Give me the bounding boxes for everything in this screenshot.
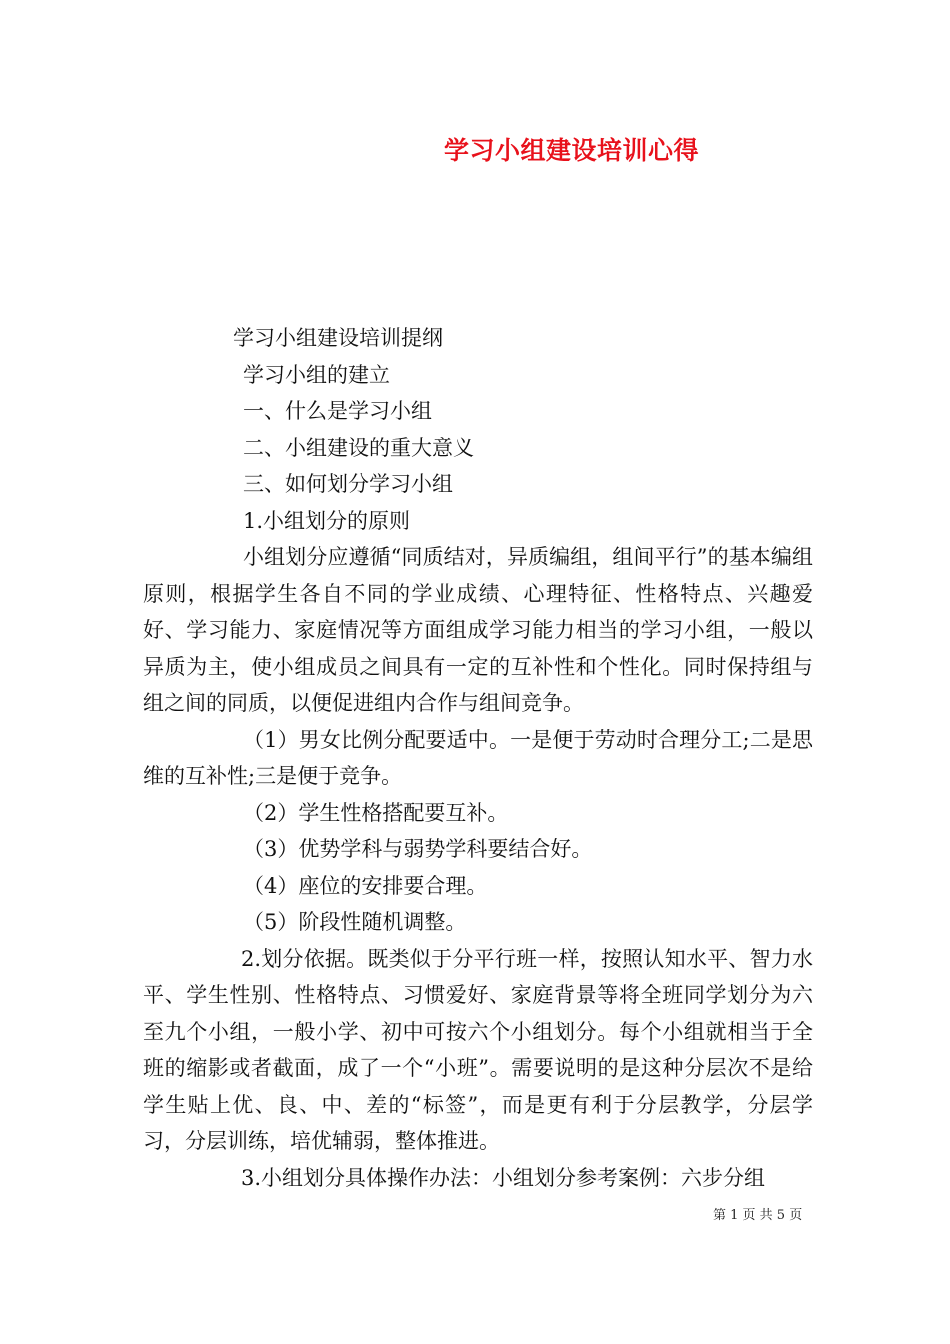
principle-item: （1）男女比例分配要适中。一是便于劳动时合理分工;二是思维的互补性;三是便于竞争。	[143, 727, 813, 788]
principle-item: （4）座位的安排要合理。	[243, 873, 488, 898]
list-item: 二、小组建设的重大意义	[243, 435, 474, 460]
document-body	[143, 320, 813, 1196]
paragraph: 3.小组划分具体操作办法：小组划分参考案例：六步分组	[241, 1165, 766, 1190]
principle-item: （2）学生性格搭配要互补。	[243, 800, 509, 825]
document-title: 学习小组建设培训心得	[444, 136, 700, 165]
principle-item: （5）阶段性随机调整。	[243, 910, 467, 934]
outline-heading: 学习小组建设培训提纲	[233, 326, 443, 350]
principle-item: （3）优势学科与弱势学科要结合好。	[243, 837, 593, 861]
page-footer: 第 1 页 共 5 页	[713, 1208, 803, 1223]
list-item: 一、什么是学习小组	[243, 399, 432, 423]
section-heading: 学习小组的建立	[243, 362, 390, 387]
sub-heading: 1.小组划分的原则	[243, 508, 411, 533]
paragraph: 2.划分依据。既类似于分平行班一样，按照认知水平、智力水平、学生性别、性格特点、习惯爱好、家庭背景等将全班同学划分为六至九个小组，一般小学、初中可按六个小组划分。每个小组就相当于全班的缩影或者截面，成了一个“小班”。需要说明的是这种分层次不是给学生贴上优、良、中、差的“标签”，而是更有利于分层教学，分层学习，分层训练，培优辅弱，整体推进。	[143, 946, 813, 1153]
list-item: 三、如何划分学习小组	[243, 472, 453, 496]
paragraph: 小组划分应遵循“同质结对，异质编组，组间平行”的基本编组原则，根据学生各自不同的学业成绩、心理特征、性格特点、兴趣爱好、学习能力、家庭情况等方面组成学习能力相当的学习小组，一般以异质为主，使小组成员之间具有一定的互补性和个性化。同时保持组与组之间的同质，以便促进组内合作与组间竞争。	[143, 545, 813, 715]
